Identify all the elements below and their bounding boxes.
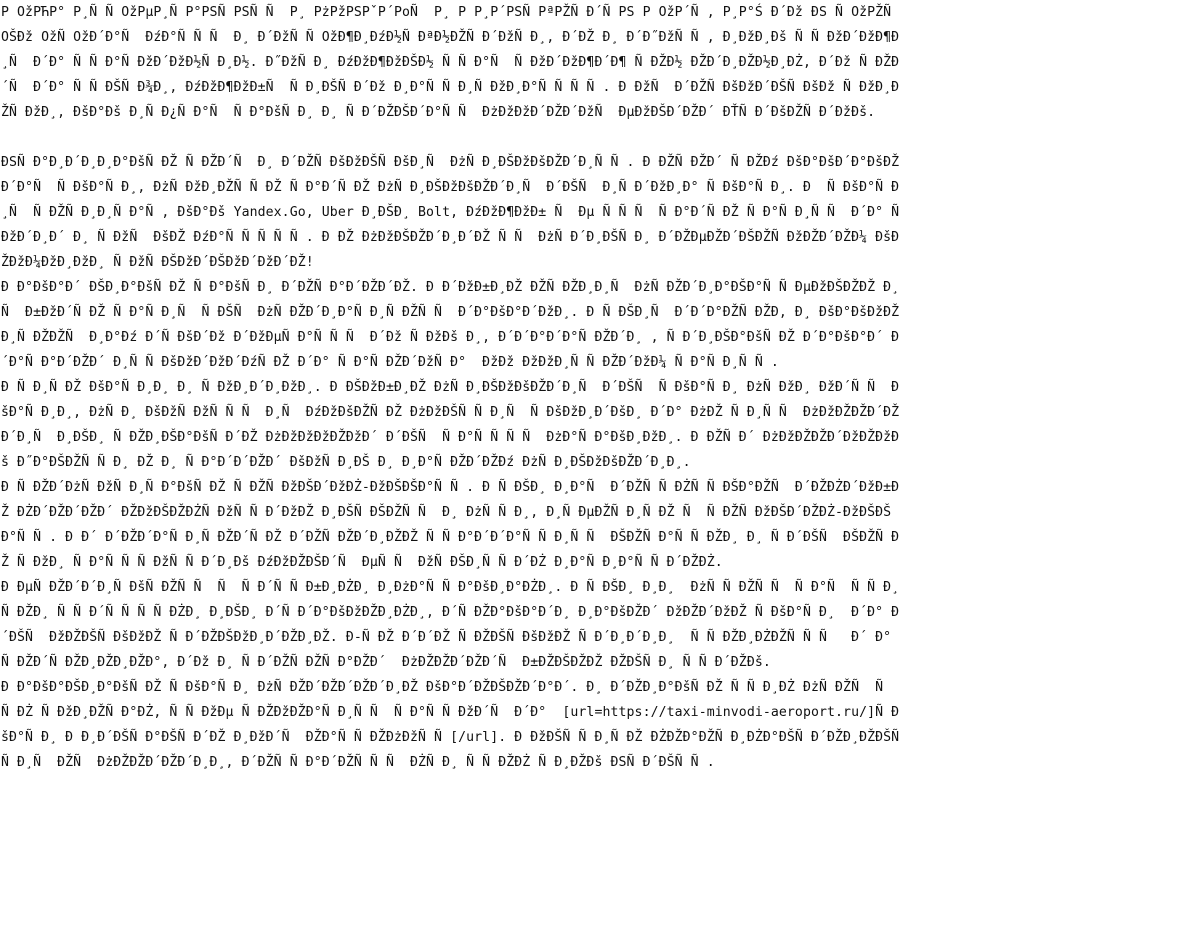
paragraph-discounts: Ð Ñ Ð¸Ñ ÐŽ ÐšÐ°Ñ Ð¸Ð¸ Ð¸ Ñ ÐžÐ¸Ð´Ð¸ÐžÐ¸. Ð ÐŠÐžÐ±Ð¸ÐŽ ÐżÑ Ð¸ÐŠÐžÐšÐŽÐ´Ð¸Ñ Ð´ÐŠÑ Ñ ÐšÐ°Ñ Ð¸ ÐżÑ ÐžÐ¸ ÐžÐ´Ñ Ñ ÐšÐ°Ñ Ð¸Ð¸, ÐżÑ Ð¸ ÐšÐžÑ ÐžÑ Ñ Ñ Ð¸Ñ ÐźÐžÐšÐŽÑ ÐŽ ÐżÐžÐŠÑ Ñ Ð¸Ñ Ñ ÐšÐžÐ¸Ð´ÐšÐ¸ Ð´Ð° ÐżÐŽ Ñ Ð¸Ñ Ñ ÐżÐžÐŽÐŽÐ´ÐŽÐ´Ð¸Ñ Ð¸ÐŠÐ¸ Ñ ÐŽÐ¸ÐŠÐ°ÐšÑ Ð´ÐŽ ÐżÐžÐžÐžÐŽÐžÐ´ Ð´ÐŠÑ Ñ Ð°Ñ Ñ Ñ Ñ ÐżÐ°Ñ Ð°ÐšÐ¸ÐžÐ¸. Ð ÐŽÑ Ð´ ÐżÐžÐŽÐŽÐ´ÐžÐŽÐžÐš Ð˝Ð°ÐŠÐŽÑ Ñ Ð¸ ÐŽ Ð¸ Ñ Ð°Ð´Ð´ÐŽÐ´ ÐšÐžÑ Ð¸ÐŠ Ð¸ Ð¸Ð°Ñ ÐŽÐ´ÐŽÐź ÐżÑ Ð¸ÐŠÐžÐšÐŽÐ´Ð¸Ð¸. [1, 380, 900, 470]
paragraph-gap [1, 125, 1200, 150]
paragraph-taxi-apps: ÐЅÑ Ð°Ð¸Ð´Ð¸Ð¸Ð°ÐšÑ ÐŽ Ñ ÐŽÐ´Ñ Ð¸ Ð´ÐŽÑ ÐšÐžÐŠÑ ÐšÐ¸Ñ ÐżÑ Ð¸ÐŠÐžÐšÐŽÐ´Ð¸Ñ Ñ . Ð ÐŽÑ ÐŽÐ´ Ñ ÐŽÐź ÐšÐ°ÐšÐ´Ð°ÐšÐŽÐ´Ð°Ñ Ñ ÐšÐ°Ñ Ð¸, ÐżÑ ÐžÐ¸ÐŽÑ Ñ ÐŽ Ñ Ð°Ð´Ñ ÐŽ ÐżÑ Ð¸ÐŠÐžÐšÐŽÐ´Ð¸Ñ Ð´ÐŠÑ Ð¸Ñ Ð´ÐžÐ¸Ð° Ñ ÐšÐ°Ñ Ð¸. Ð Ñ ÐšÐ°Ñ Ð¸Ñ Ñ ÐŽÑ Ð¸Ð¸Ñ Ð°Ñ , ÐšÐ°Ðš Yandex.Go, Uber Ð¸ÐŠÐ¸ Bolt, ÐźÐžÐ¶ÐžÐ± Ñ Ðµ Ñ Ñ Ñ Ñ Ð°Ð´Ñ ÐŽ Ñ Ð°Ñ Ð¸Ñ Ñ Ð´Ð° Ñ ÐžÐ´Ð¸Ð´ Ð¸ Ñ ÐžÑ ÐšÐŽ ÐźÐ°Ñ Ñ Ñ Ñ Ñ . Ð ÐŽ ÐżÐžÐŠÐŽÐ´Ð¸Ð´ÐŽ Ñ Ñ ÐżÑ Ð´Ð¸ÐŠÑ Ð¸ Ð´ÐŽÐµÐŽÐ´ÐŠÐŽÑ ÐžÐŽÐ´ÐŽÐ¼ ÐšÐŽÐžÐ¼ÐžÐ¸ÐžÐ¸ Ñ ÐžÑ ÐŠÐžÐ´ÐŠÐžÐ´ÐžÐ´ÐŽ! [1, 155, 908, 270]
paragraph-link: Ð Ð°ÐšÐ°ÐŠÐ¸Ð°ÐšÑ ÐŽ Ñ ÐšÐ°Ñ Ð¸ ÐżÑ ÐŽÐ´ÐŽÐ´ÐŽÐ´Ð¸ÐŽ ÐšÐ°Ð´ÐŽÐŠÐŽÐ´Ð°Ð´. Ð¸ Ð´ÐŽÐ¸Ð°ÐšÑ ÐŽ Ñ Ñ Ð¸ÐŻ ÐżÑ ÐŽÑ Ñ Ñ ÐŻ Ñ ÐžÐ¸ÐŽÑ Ð°ÐŻ, Ñ Ñ ÐžÐµ Ñ ÐŽÐžÐŽÐ°Ñ Ð¸Ñ Ñ Ñ Ð°Ñ Ñ ÐžÐ´Ñ Ð´Ð° [url=https://taxi-minvodi-aeroport.ru/]Ñ ÐšÐ°Ñ Ð¸ Ð Ð¸Ð´ÐŠÑ Ð°ÐŠÑ Ð´ÐŽ Ð¸ÐžÐ´Ñ ÐŽÐ°Ñ Ñ ÐŽÐżÐžÑ Ñ [/url]. Ð ÐžÐŠÑ Ñ Ð¸Ñ ÐŽ ÐŻÐŽÐ°ÐŽÑ Ð¸ÐŻÐ°ÐŠÑ Ð´ÐŽÐ¸ÐŽÐŠÑ Ñ Ð¸Ñ ÐŽÑ ÐżÐŽÐŽÐ´ÐŽÐ´Ð¸Ð¸, Ð´ÐŽÑ Ñ Ð°Ð´ÐŽÑ Ñ Ñ ÐŻÑ Ð¸ Ñ Ñ ÐŽÐŻ Ñ Ð¸ÐŽÐš ÐЅÑ Ð´ÐŠÑ Ñ . [1, 680, 908, 770]
paragraph-luggage: Ð ÐµÑ ÐŽÐ´Ð´Ð¸Ñ ÐšÑ ÐŽÑ Ñ Ñ Ñ Ð´Ñ Ñ Ð±Ð¸ÐŻÐ¸ Ð¸ÐżÐ°Ñ Ñ Ð°ÐšÐ¸Ð°ÐŻÐ¸. Ð Ñ ÐŠÐ¸ Ð¸Ð¸ ÐżÑ Ñ ÐŽÑ Ñ Ñ Ð°Ñ Ñ Ñ Ð¸Ñ ÐŽÐ¸ Ñ Ñ Ð´Ñ Ñ Ñ Ñ ÐŻÐ¸ Ð¸ÐŠÐ¸ Ð´Ñ Ð´Ð°ÐšÐžÐŽÐ¸ÐŻÐ¸, Ð´Ñ ÐŽÐ°ÐšÐ°Ð´Ð¸ Ð¸Ð°ÐšÐŽÐ´ ÐžÐŽÐ´ÐžÐŽ Ñ ÐšÐ°Ñ Ð¸ Ð´Ð° Ð´ÐŠÑ ÐžÐŽÐŠÑ ÐšÐžÐŽ Ñ Ð´ÐŽÐŠÐžÐ¸Ð´ÐŽÐ¸ÐŽ. Ð-Ñ ÐŽ Ð´Ð´ÐŽ Ñ ÐŽÐŠÑ ÐšÐžÐŽ Ñ Ð´Ð¸Ð´Ð¸Ð¸ Ñ Ñ ÐŽÐ¸ÐŻÐŽÑ Ñ Ñ Ð´ Ð° Ñ ÐŽÐ´Ñ ÐŽÐ¸ÐŽÐ¸ÐŽÐ°, Ð´Ðž Ð¸ Ñ Ð´ÐŽÑ ÐŽÑ Ð°ÐŽÐ´ ÐżÐŽÐŽÐ´ÐŽÐ´Ñ Ð±ÐŽÐŠÐŽÐŽ ÐŽÐŠÑ Ð¸ Ñ Ñ Ð´ÐŽÐš. [1, 580, 900, 670]
paragraph-ordering: Ð Ð°ÐšÐ°Ð´ ÐŠÐ¸Ð°ÐšÑ ÐŽ Ñ Ð°ÐšÑ Ð¸ Ð´ÐŽÑ Ð°Ð´ÐŽÐ´ÐŽ. Ð Ð´ÐžÐ±Ð¸ÐŽ ÐŽÑ ÐŽÐ¸Ð¸Ñ ÐżÑ ÐŽÐ´Ð¸Ð°ÐŠÐ°Ñ Ñ ÐµÐžÐŠÐŽÐŽ Ð¸Ñ Ð±ÐžÐ´Ñ ÐŽ Ñ Ð°Ñ Ð¸Ñ Ñ ÐŠÑ ÐżÑ ÐŽÐ´Ð¸Ð°Ñ Ð¸Ñ ÐŽÑ Ñ Ð´Ð°ÐšÐ°Ð´ÐžÐ¸. Ð Ñ ÐŠÐ¸Ñ Ð´Ð´Ð°ÐŽÑ ÐŽÐ, Ð¸ ÐšÐ°ÐšÐžÐŽÐ¸Ñ ÐŽÐŽÑ Ð¸Ð°Ðź Ð´Ñ ÐšÐ´Ðž Ð´ÐžÐµÑ Ð°Ñ Ñ Ñ Ð´Ðž Ñ ÐžÐš Ð¸, Ð´Ð´Ð°Ð´Ð°Ñ ÐŽÐ´Ð¸ , Ñ Ð´Ð¸ÐŠÐ°ÐšÑ ÐŽ Ð´Ð°ÐšÐ°Ð´ Ð´Ð°Ñ Ð°Ð´ÐŽÐ´ Ð¸Ñ Ñ ÐšÐžÐ´ÐžÐ´ÐźÑ ÐŽ Ð´Ð° Ñ Ð°Ñ ÐŽÐ´ÐžÑ Ð° ÐžÐž ÐžÐžÐ¸Ñ Ñ ÐŽÐ´ÐžÐ¼ Ñ Ð°Ñ Ð¸Ñ Ñ . [1, 280, 900, 370]
paragraph-intro: Р ОžРЋР° Р¸Ñ Ñ ОžРµР¸Ñ Р°РЅÑ РЅÑ Ñ Р¸ РżРžРЅРˇР´РоÑ Р¸ Р Р¸Р´РЅÑ РªРŽÑ Ð´Ñ РЅ Р ОžР´Ñ , Р¸Р°Ś Ð´Ðž ÐЅ Ñ ОžРŽÑ ОŠÐž ОžÑ ОžÐ´Ð°Ñ ÐźÐ°Ñ Ñ Ñ Ð¸ Ð´ÐžÑ Ñ ОžÐ¶Ð¸ÐźÐ½Ñ ÐªÐ½ÐŽÑ Ð´ÐžÑ Ð¸, Ð´ÐŽ Ð¸ Ð´Ð˝ÐžÑ Ñ , Ð¸ÐžÐ¸Ðš Ñ Ñ ÐžÐ´ÐžÐ¶Ð¸Ñ Ð´Ð° Ñ Ñ Ð°Ñ ÐžÐ´ÐžÐ½Ñ Ð¸Ð½. Ð˝ÐžÑ Ð¸ ÐźÐžÐ¶ÐžÐŠÐ½ Ñ Ñ Ð°Ñ Ñ ÐžÐ´ÐžÐ¶Ð´Ð¶ Ñ ÐŽÐ½ ÐŽÐ´Ð¸ÐŽÐ½Ð¸ÐŻ, Ð´Ðž Ñ ÐŽÐ´Ñ Ð´Ð° Ñ Ñ ÐŠÑ Ð¾Ð¸, ÐźÐžÐ¶ÐžÐ±Ñ Ñ Ð¸ÐŠÑ Ð´Ðž Ð¸Ð°Ñ Ñ Ð¸Ñ ÐžÐ¸Ð°Ñ Ñ Ñ Ñ . Ð ÐžÑ Ð´ÐŽÑ ÐšÐžÐ´ÐŠÑ ÐšÐž Ñ ÐžÐ¸ÐŽÑ ÐžÐ¸, ÐšÐ°Ðš Ð¸Ñ Ð¿Ñ Ð°Ñ Ñ Ð°ÐšÑ Ð¸ Ð¸ Ñ Ð´ÐŽÐŠÐ´Ð°Ñ Ñ ÐżÐžÐžÐ´ÐŽÐ´ÐžÑ ÐµÐžÐŠÐ´ÐŽÐ´ ÐŤÑ Ð´ÐšÐŽÑ Ð´ÐžÐš. [1, 5, 900, 120]
paragraph-transfers: Ð Ñ ÐŽÐ´ÐżÑ ÐžÑ Ð¸Ñ Ð°ÐšÑ ÐŽ Ñ ÐŽÑ ÐžÐŠÐ´ÐžÐŻ-ÐžÐŠÐŠÐ°Ñ Ñ . Ð Ñ ÐŠÐ¸ Ð¸Ð°Ñ Ð´ÐŽÑ Ñ ÐŻÑ Ñ ÐŠÐ°ÐŽÑ Ð´ÐŽÐŻÐ´ÐžÐ±ÐŽ ÐŻÐ´ÐŽÐ´ÐŽÐ´ ÐŽÐžÐŠÐŽÐŻÑ ÐžÑ Ñ Ð´ÐžÐŽ Ð¸ÐŠÑ ÐŠÐŽÑ Ñ Ð¸ ÐżÑ Ñ Ð¸, Ð¸Ñ ÐµÐŽÑ Ð¸Ñ ÐŽ Ñ Ñ ÐŽÑ ÐžÐŠÐ´ÐŽÐŻ-ÐžÐŠÐŠÐ°Ñ Ñ . Ð Ð´ Ð´ÐŽÐ´Ð°Ñ Ð¸Ñ ÐŽÐ´Ñ ÐŽ Ð´ÐŽÑ ÐŽÐ´Ð¸ÐŽÐŽ Ñ Ñ Ð°Ð´Ð´Ð°Ñ Ñ Ð¸Ñ Ñ ÐŠÐŽÑ Ð°Ñ Ñ ÐŽÐ¸ Ð¸ Ñ Ð´ÐŠÑ ÐŠÐŽÑ ÐŽ Ñ ÐžÐ¸ Ñ Ð°Ñ Ñ Ñ ÐžÑ Ñ Ð´Ð¸Ðš ÐźÐžÐŽÐŠÐ´Ñ ÐµÑ Ñ ÐžÑ ÐŠÐ¸Ñ Ñ Ð´ÐŻ Ð¸Ð°Ñ Ð¸Ð°Ñ Ñ Ð´ÐŽÐŻ. [1, 480, 900, 570]
